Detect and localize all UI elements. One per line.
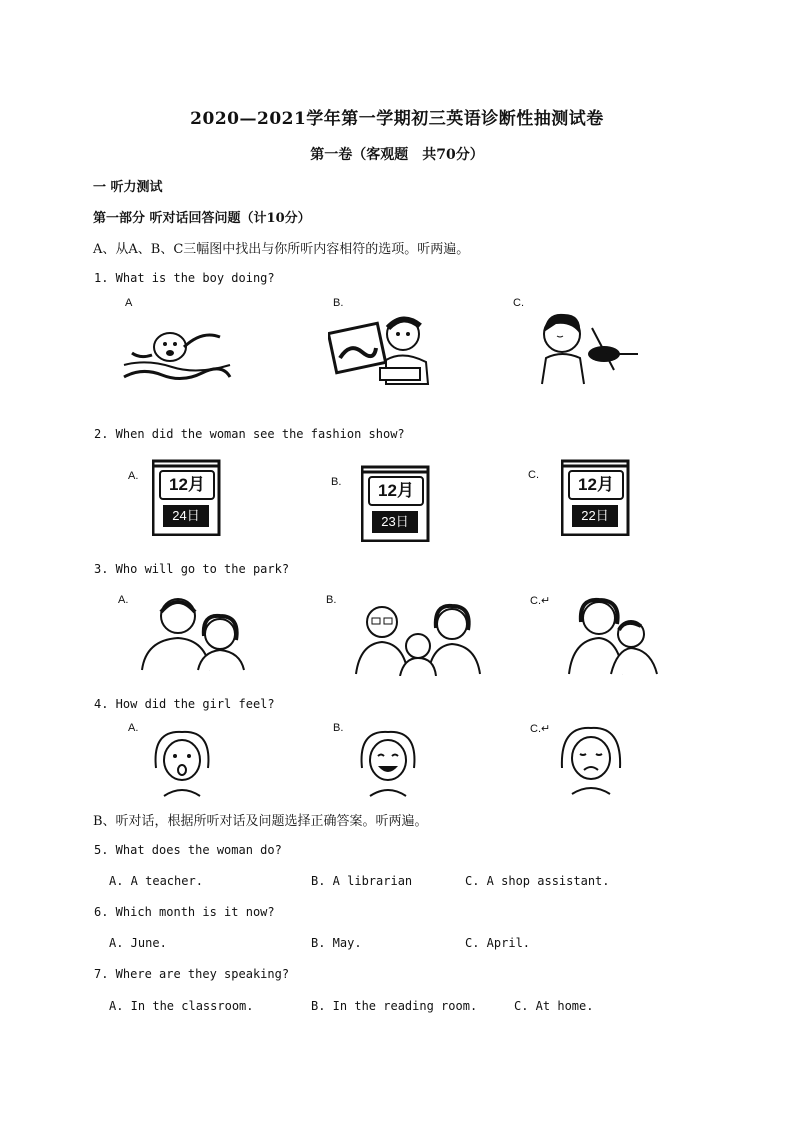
- option-a: A. A teacher.: [109, 874, 203, 888]
- option-a: A. June.: [109, 936, 167, 950]
- option-label-c: C.: [528, 469, 539, 481]
- option-label-c: C.↵: [530, 723, 551, 735]
- option-b: B. A librarian: [311, 874, 413, 888]
- part-b-instruction: B、听对话，根据所听对话及问题选择正确答案。听两遍。: [93, 814, 428, 829]
- painting-boy-image: [328, 310, 438, 385]
- option-label-c: C.↵: [530, 595, 551, 607]
- option-label-b: B.: [331, 476, 342, 488]
- question-1: 1. What is the boy doing?: [94, 271, 275, 285]
- page-subtitle: 第一卷（客观题 共70分）: [310, 147, 484, 163]
- option-a: A. In the classroom.: [109, 999, 254, 1013]
- family-image: [352, 600, 486, 676]
- page-title: 2020—2021学年第一学期初三英语诊断性抽测试卷: [190, 109, 604, 129]
- question-5: 5. What does the woman do?: [94, 843, 282, 857]
- calendar-day: 22日: [572, 505, 618, 527]
- calendar-a: [152, 458, 222, 536]
- calendar-c: [561, 458, 631, 536]
- option-label-c: C.: [513, 297, 524, 309]
- calendar-month: 12月: [568, 470, 624, 500]
- option-label-b: B.: [326, 594, 337, 606]
- couple-image: [136, 592, 262, 672]
- option-label-a: A.: [128, 722, 139, 734]
- swimming-boy-image: [122, 315, 232, 385]
- part-heading: 第一部分 听对话回答问题（计10分）: [93, 211, 311, 226]
- option-c: C. At home.: [514, 999, 594, 1013]
- option-c: C. April.: [465, 936, 531, 950]
- calendar-month: 12月: [368, 476, 424, 506]
- option-b: B. In the reading room.: [311, 999, 478, 1013]
- part-a-instruction: A、从A、B、C三幅图中找出与你所听内容相符的选项。听两遍。: [93, 242, 470, 257]
- happy-girl-image: [356, 728, 420, 798]
- violin-boy-image: [532, 308, 642, 386]
- option-label-b: B.: [333, 722, 344, 734]
- question-2: 2. When did the woman see the fashion show?: [94, 427, 405, 441]
- option-label-a: A.: [118, 594, 129, 606]
- section-heading: 一 听力测试: [93, 180, 163, 195]
- option-label-b: B.: [333, 297, 344, 309]
- question-4: 4. How did the girl feel?: [94, 697, 275, 711]
- calendar-day: 24日: [163, 505, 209, 527]
- calendar-month: 12月: [159, 470, 215, 500]
- option-c: C. A shop assistant.: [465, 874, 610, 888]
- sad-girl-image: [558, 724, 624, 796]
- calendar-b: [361, 464, 431, 542]
- option-b: B. May.: [311, 936, 362, 950]
- calendar-day: 23日: [372, 511, 418, 533]
- question-7: 7. Where are they speaking?: [94, 967, 290, 981]
- question-6: 6. Which month is it now?: [94, 905, 275, 919]
- surprised-girl-image: [150, 728, 214, 798]
- option-label-a: A: [125, 297, 133, 309]
- mother-son-image: [565, 596, 661, 676]
- option-label-a: A.: [128, 470, 139, 482]
- question-3: 3. Who will go to the park?: [94, 562, 290, 576]
